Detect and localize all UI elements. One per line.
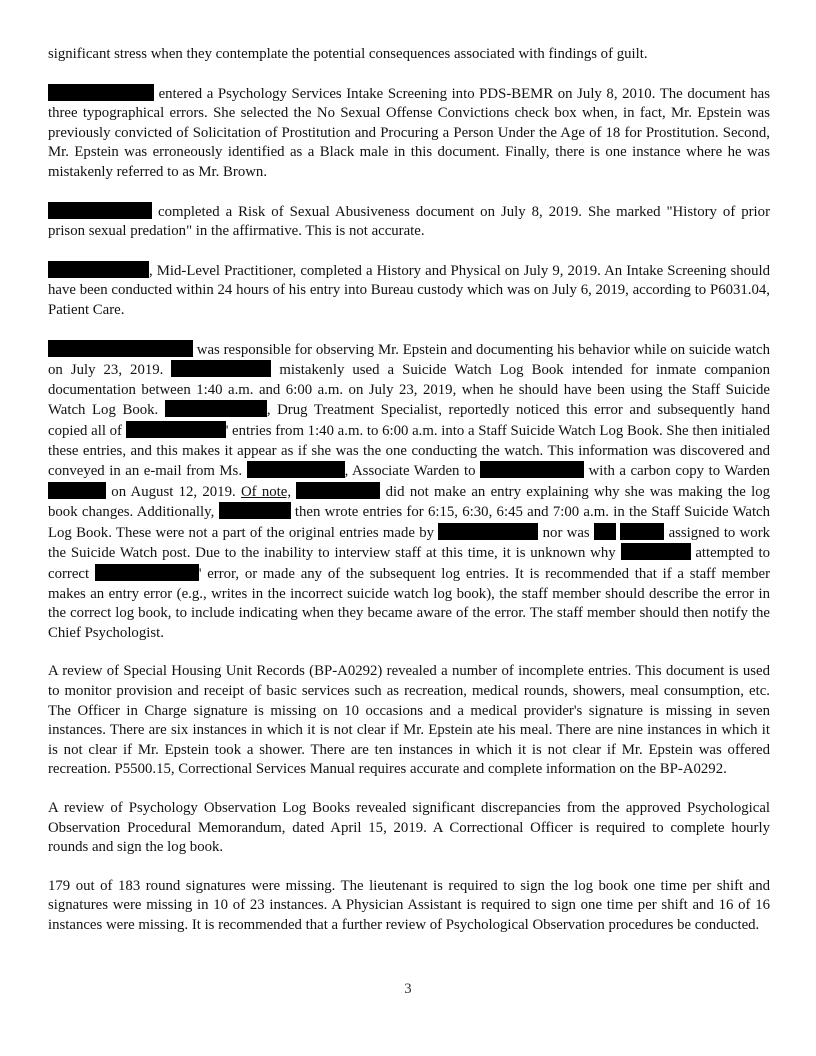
- text-segment: completed a Risk of Sexual Abusiveness document on July 8, 2019. She marked "History of prior prison sexual predation" in the affirmative. This is not accurate.: [48, 203, 770, 240]
- redaction-box: [594, 523, 616, 540]
- text-segment: 179 out of 183 round signatures were missing. The lieutenant is required to sign the log book one time per shift and signatures were missing in 10 of 23 instances. A Physician Assistant is required to sign one time per shift and 16 of 16 instances were missing. It is recommended that a further review of Psychological Observation procedures be conducted.: [48, 877, 770, 933]
- underlined-text: Of note,: [240, 483, 292, 500]
- paragraph-continuation: [48, 45, 770, 65]
- redaction-box: [438, 523, 538, 540]
- text-segment: did not make an entry explaining why she was making the log book changes. Additionally,: [48, 483, 771, 521]
- text-segment: nor was: [542, 524, 590, 541]
- text-segment: attempted to correct: [48, 545, 771, 583]
- text-segment: , Drug Treatment Specialist, reportedly noticed this error and subsequently hand copied all of: [48, 402, 770, 439]
- document-body: [48, 45, 770, 955]
- text-segment: , Associate Warden to: [344, 463, 476, 480]
- text-segment: A review of Psychology Observation Log Books revealed significant discrepancies from the approved Psychological Observation Procedural Memorandum, dated April 15, 2019. A Correctional Officer is required to complete hourly rounds and sign the log book.: [48, 800, 770, 856]
- text-segment: significant stress when they contemplate the potential consequences associated with findings of guilt.: [48, 46, 648, 62]
- text-segment: with a carbon copy to Warden: [588, 463, 771, 480]
- text-segment: then wrote entries for 6:15, 6:30, 6:45 and 7:00 a.m. in the Staff Suicide Watch Log Book. These were not a part of the original entries made by: [48, 504, 771, 541]
- paragraph-special-housing-unit: [48, 662, 770, 780]
- text-segment: was responsible for observing Mr. Epstein and documenting his behavior while on suicide watch on July 23, 2019.: [48, 341, 771, 379]
- paragraph-suicide-watch: [48, 340, 770, 644]
- text-segment: A review of Special Housing Unit Records (BP-A0292) revealed a number of incomplete entries. This document is used to monitor provision and receipt of basic services such as recreation, medical rounds, showers, meal consumption, etc. The Officer in Charge signature is missing on 10 occasions and a medical provider's signature is missing in seven instances. There are six instances in which it is not clear if Mr. Epstein ate his meal. There are nine instances in which it is not clear if Mr. Epstein took a shower. There are ten instances in which it is not clear if Mr. Epstein was offered recreation. P5500.15, Correctional Services Manual requires accurate and complete information on the BP-A0292.: [48, 663, 770, 778]
- paragraph-round-signatures: [48, 877, 770, 936]
- redaction-box: [48, 482, 106, 499]
- text-segment: on August 12, 2019.: [111, 483, 236, 500]
- redaction-box: [296, 482, 380, 499]
- text-segment: ' error, or made any of the subsequent log entries. It is recommended that if a staff member makes an entry error (e.g., writes in the incorrect suicide watch log book), the staff member should describe the error in the correct log book, to include indicating when they became aware of the error. The staff member should then notify the Chief Psychologist.: [48, 566, 770, 641]
- redaction-box: [247, 461, 345, 478]
- text-segment: ' entries from 1:40 a.m. to 6:00 a.m. into a Staff Suicide Watch Log Book. She then initialed these entries, and this makes it appear as if she was the one conducting the watch. This information was discovered and conveyed in an e-mail from Ms.: [48, 422, 770, 480]
- redaction-box: [95, 564, 199, 581]
- redaction-box: [126, 421, 226, 438]
- text-segment: assigned to work the Suicide Watch post. Due to the inability to interview staff at this time, it is unknown why: [48, 524, 771, 562]
- redaction-box: [620, 523, 664, 540]
- redaction-box: [48, 340, 193, 357]
- redaction-box: [621, 543, 691, 560]
- text-segment: mistakenly used a Suicide Watch Log Book intended for inmate companion documentation between 1:40 a.m. and 6:00 a.m. on July 23, 2019, when he should have been using the Staff Suicide Watch Log Book.: [48, 362, 770, 419]
- redaction-box: [165, 400, 267, 417]
- redaction-box: [171, 360, 271, 377]
- redaction-box: [480, 461, 584, 478]
- redaction-box: [219, 502, 291, 519]
- text-segment: entered a Psychology Services Intake Screening into PDS-BEMR on July 8, 2010. The document has three typographical errors. She selected the No Sexual Offense Convictions check box when, in fact, Mr. Epstein was previously convicted of Solicitation of Prostitution and Procuring a Person Under the Age of 18 for Prostitution. Second, Mr. Epstein was erroneously identified as a Black male in this document. Finally, there is one instance where he was mistakenly referred to as Mr. Brown.: [48, 85, 770, 180]
- paragraph-psychology-observation: [48, 799, 770, 858]
- text-segment: , Mid-Level Practitioner, completed a History and Physical on July 9, 2019. An Intake Screening should have been conducted within 24 hours of his entry into Bureau custody which was on July 6, 2019, according to P6031.04, Patient Care.: [48, 262, 770, 318]
- paragraph-history-physical: [48, 261, 770, 321]
- paragraph-intake-screening: [48, 84, 770, 183]
- redaction-box: [48, 261, 149, 278]
- redaction-box: [48, 202, 152, 219]
- page-number: 3: [404, 981, 412, 997]
- redaction-box: [48, 84, 154, 101]
- paragraph-risk-sexual-abusiveness: [48, 202, 770, 242]
